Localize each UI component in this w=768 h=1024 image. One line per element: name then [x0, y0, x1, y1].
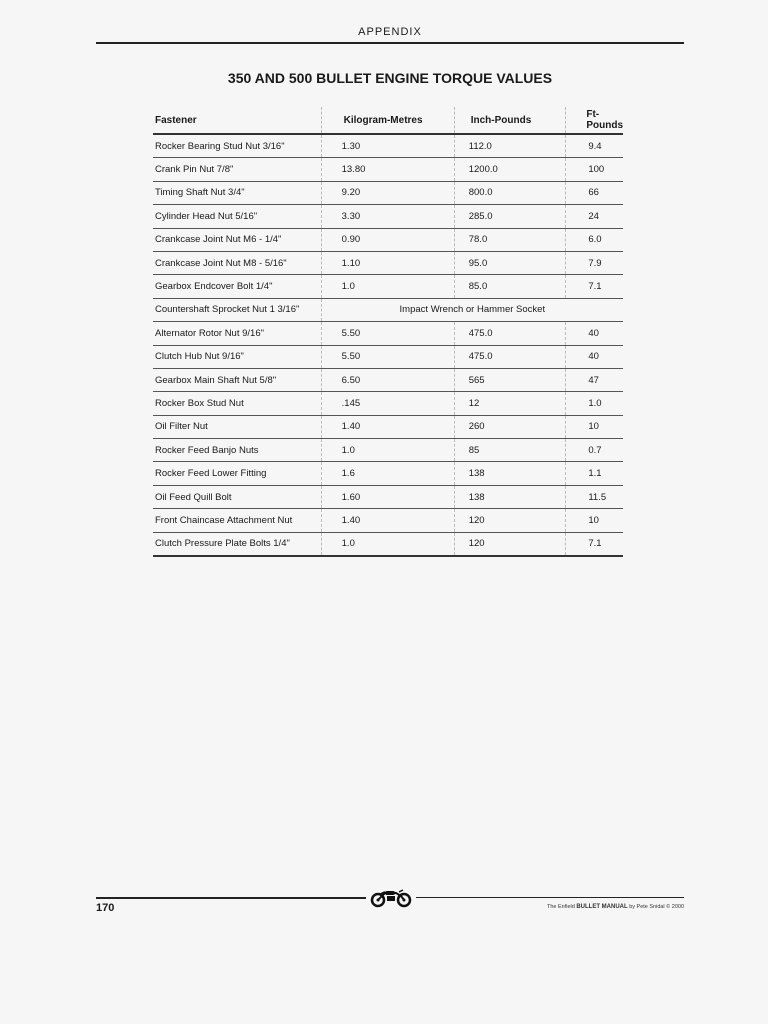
- inlb-cell: 78.0: [454, 228, 566, 251]
- ftlb-cell: 40: [566, 322, 623, 345]
- fastener-cell: Cylinder Head Nut 5/16": [153, 205, 321, 228]
- table-row: [153, 158, 623, 181]
- inlb-cell: 85.0: [454, 275, 566, 298]
- motorcycle-icon: [369, 886, 413, 908]
- table-row: [153, 415, 623, 438]
- inlb-cell: 1200.0: [454, 158, 566, 181]
- kgm-cell: .145: [321, 392, 454, 415]
- inlb-cell: 95.0: [454, 251, 566, 274]
- fastener-cell: Rocker Bearing Stud Nut 3/16": [153, 134, 321, 158]
- kgm-cell: 5.50: [321, 322, 454, 345]
- inlb-cell: 112.0: [454, 134, 566, 158]
- ftlb-cell: 40: [566, 345, 623, 368]
- fastener-cell: Crankcase Joint Nut M6 - 1/4": [153, 228, 321, 251]
- inlb-cell: 475.0: [454, 345, 566, 368]
- ftlb-cell: 100: [566, 158, 623, 181]
- running-header: APPENDIX: [358, 26, 422, 38]
- fastener-cell: Rocker Feed Banjo Nuts: [153, 439, 321, 462]
- fastener-cell: Crank Pin Nut 7/8": [153, 158, 321, 181]
- table-row: [153, 251, 623, 274]
- kgm-cell: 1.10: [321, 251, 454, 274]
- ftlb-cell: 10: [566, 415, 623, 438]
- ftlb-cell: 11.5: [566, 485, 623, 508]
- fastener-cell: Clutch Pressure Plate Bolts 1/4": [153, 532, 321, 556]
- fastener-cell: Rocker Box Stud Nut: [153, 392, 321, 415]
- table-row: [153, 368, 623, 391]
- ftlb-cell: 10: [566, 509, 623, 532]
- inlb-cell: 120: [454, 532, 566, 556]
- kgm-cell: 13.80: [321, 158, 454, 181]
- fastener-cell: Timing Shaft Nut 3/4": [153, 181, 321, 204]
- fastener-cell: Rocker Feed Lower Fitting: [153, 462, 321, 485]
- inlb-cell: 138: [454, 485, 566, 508]
- fastener-cell: Alternator Rotor Nut 9/16": [153, 322, 321, 345]
- page-number: 170: [96, 902, 115, 914]
- ftlb-cell: 7.1: [566, 275, 623, 298]
- table-row: [153, 275, 623, 298]
- table-row: [153, 322, 623, 345]
- credit-line: [547, 904, 684, 910]
- table-header-row: [153, 107, 623, 134]
- kgm-cell: 1.60: [321, 485, 454, 508]
- credit-suffix: by Pete Snidal © 2000: [629, 904, 684, 910]
- inlb-cell: 138: [454, 462, 566, 485]
- fastener-cell: Crankcase Joint Nut M8 - 5/16": [153, 251, 321, 274]
- kgm-cell: 1.0: [321, 275, 454, 298]
- inlb-cell: 120: [454, 509, 566, 532]
- kgm-cell: 0.90: [321, 228, 454, 251]
- inlb-cell: 12: [454, 392, 566, 415]
- footer-rule: [416, 897, 684, 898]
- table-row: [153, 509, 623, 532]
- table-row: [153, 205, 623, 228]
- table-row: [153, 228, 623, 251]
- table-row: [153, 485, 623, 508]
- table-row: [153, 181, 623, 204]
- inlb-cell: 260: [454, 415, 566, 438]
- column-header-kilogram-metres: Kilogram-Metres: [321, 107, 454, 134]
- table-row: [153, 298, 623, 321]
- inlb-cell: 85: [454, 439, 566, 462]
- ftlb-cell: 1.1: [566, 462, 623, 485]
- inlb-cell: 565: [454, 368, 566, 391]
- ftlb-cell: 66: [566, 181, 623, 204]
- fastener-cell: Gearbox Endcover Bolt 1/4": [153, 275, 321, 298]
- ftlb-cell: 7.1: [566, 532, 623, 556]
- kgm-cell: 1.40: [321, 415, 454, 438]
- kgm-cell: 1.30: [321, 134, 454, 158]
- ftlb-cell: 1.0: [566, 392, 623, 415]
- ftlb-cell: 9.4: [566, 134, 623, 158]
- kgm-cell: 1.40: [321, 509, 454, 532]
- ftlb-cell: 47: [566, 368, 623, 391]
- table-row: [153, 462, 623, 485]
- kgm-cell: 1.6: [321, 462, 454, 485]
- column-header-fastener: Fastener: [153, 107, 321, 134]
- fastener-cell: Countershaft Sprocket Nut 1 3/16": [153, 298, 321, 321]
- table-row: [153, 134, 623, 158]
- ftlb-cell: 7.9: [566, 251, 623, 274]
- kgm-cell: 1.0: [321, 532, 454, 556]
- table-row: [153, 532, 623, 556]
- kgm-cell: 1.0: [321, 439, 454, 462]
- fastener-cell: Gearbox Main Shaft Nut 5/8": [153, 368, 321, 391]
- inlb-cell: 800.0: [454, 181, 566, 204]
- table-row: [153, 439, 623, 462]
- header-rule: [96, 42, 684, 44]
- column-header-ft-pounds: Ft-Pounds: [566, 107, 623, 134]
- credit-prefix: The Enfield: [546, 904, 575, 910]
- table-row: [153, 345, 623, 368]
- credit-title: BULLET MANUAL: [576, 904, 628, 910]
- fastener-cell: Oil Filter Nut: [153, 415, 321, 438]
- inlb-cell: 285.0: [454, 205, 566, 228]
- kgm-cell: 9.20: [321, 181, 454, 204]
- table-row: [153, 392, 623, 415]
- ftlb-cell: 24: [566, 205, 623, 228]
- kgm-cell: 6.50: [321, 368, 454, 391]
- page-title: 350 AND 500 BULLET ENGINE TORQUE VALUES: [227, 70, 553, 86]
- impact-wrench-note: Impact Wrench or Hammer Socket: [321, 298, 623, 321]
- fastener-cell: Clutch Hub Nut 9/16": [153, 345, 321, 368]
- column-header-inch-pounds: Inch-Pounds: [454, 107, 566, 134]
- footer-rule: [96, 897, 366, 899]
- ftlb-cell: 0.7: [566, 439, 623, 462]
- kgm-cell: 5.50: [321, 345, 454, 368]
- fastener-cell: Oil Feed Quill Bolt: [153, 485, 321, 508]
- ftlb-cell: 6.0: [566, 228, 623, 251]
- inlb-cell: 475.0: [454, 322, 566, 345]
- fastener-cell: Front Chaincase Attachment Nut: [153, 509, 321, 532]
- kgm-cell: 3.30: [321, 205, 454, 228]
- torque-table: [153, 107, 623, 557]
